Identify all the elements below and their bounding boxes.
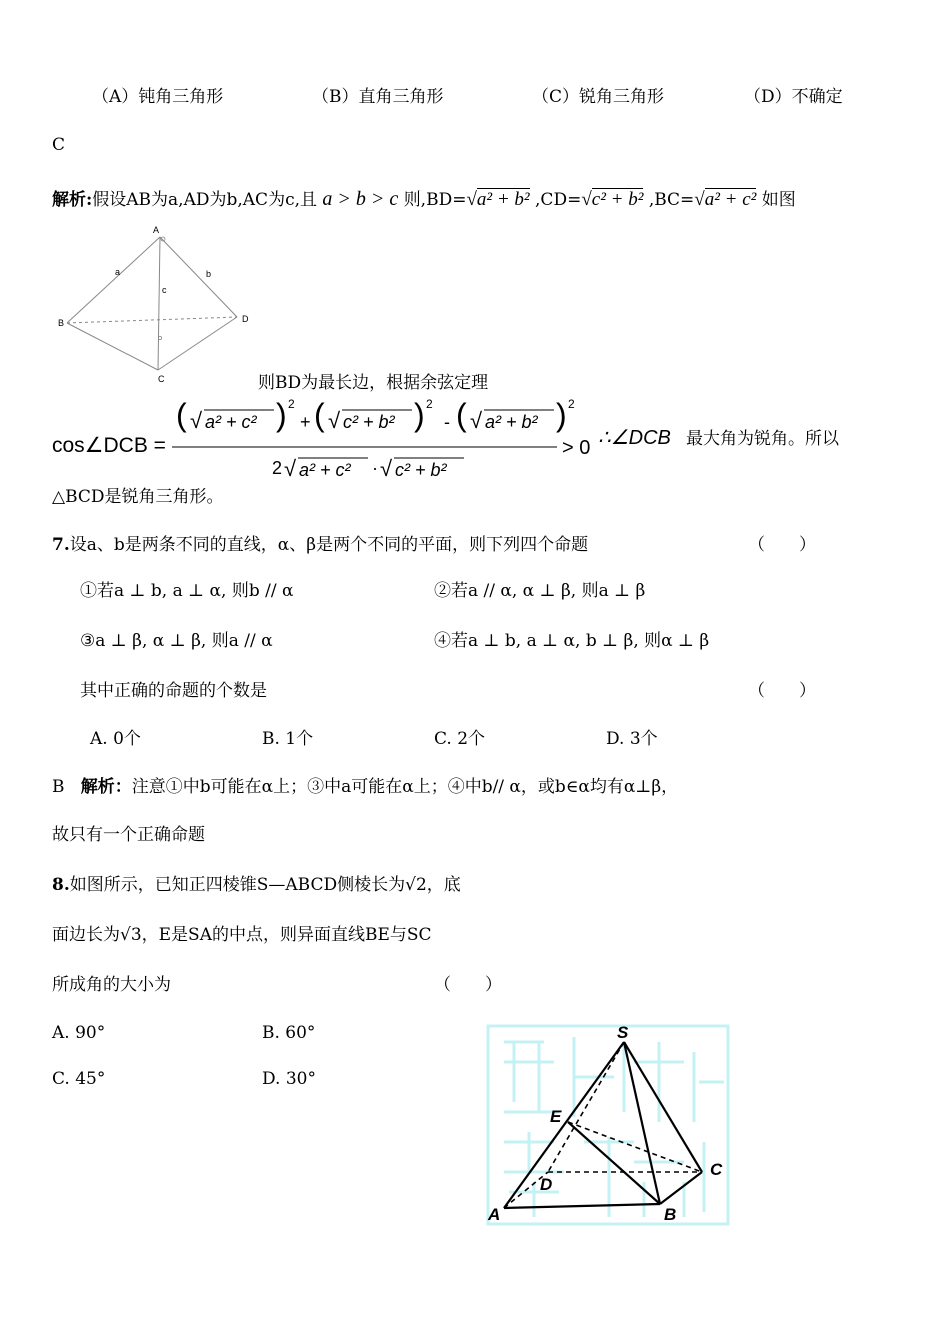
q7-paren: （ ） xyxy=(748,535,816,555)
q8-option-a: A. 90° xyxy=(52,1023,106,1043)
q6-option-c: （C）锐角三角形 xyxy=(532,87,665,107)
q7-option-a: A. 0个 xyxy=(90,729,141,749)
q7-analysis-label: 解析： xyxy=(80,777,132,797)
svg-text:√: √ xyxy=(470,408,483,433)
tetrahedron-figure xyxy=(55,225,265,385)
conclusion-1: 最大角为锐角。所以 xyxy=(686,429,839,448)
bc-expr: a² + c² xyxy=(704,189,757,210)
q7-paren-2: （ ） xyxy=(748,681,816,701)
q8-option-b: B. 60° xyxy=(262,1023,316,1043)
label-d-vertex: D xyxy=(242,314,249,324)
q8-stem-3: 所成角的大小为 xyxy=(52,975,171,995)
q7-prop-3: ③a ⊥ β, α ⊥ β, 则a // α xyxy=(80,631,273,651)
q7-stem-text: 设a、b是两条不同的直线，α、β是两个不同的平面，则下列四个命题 xyxy=(69,535,589,555)
bc-label: ,BC= xyxy=(648,190,695,210)
q7-prop-4: ④若a ⊥ b, a ⊥ α, b ⊥ β, 则α ⊥ β xyxy=(434,631,710,651)
svg-text:(: ( xyxy=(176,397,187,433)
svg-text:·: · xyxy=(372,458,378,478)
label-edge-b: b xyxy=(206,269,212,279)
q6-option-a: （A）钝角三角形 xyxy=(92,87,224,107)
svg-text:): ) xyxy=(556,397,567,433)
svg-text:2: 2 xyxy=(568,397,575,411)
q6-option-d: （D）不确定 xyxy=(744,87,843,107)
cd-expr: c² + b² xyxy=(591,189,644,210)
q8-number: 8. xyxy=(52,875,70,895)
q8-option-d: D. 30° xyxy=(262,1069,316,1089)
q8-paren: （ ） xyxy=(434,975,502,995)
label-a-vertex: A xyxy=(153,225,160,235)
bd-longest-text: 则BD为最长边，根据余弦定理 xyxy=(258,373,489,393)
condition: a > b > c xyxy=(322,188,399,210)
watermark-seal xyxy=(488,1026,728,1224)
q7-prop-1: ①若a ⊥ b, a ⊥ α, 则b // α xyxy=(80,581,294,601)
svg-text:-: - xyxy=(444,412,450,432)
label-s: S xyxy=(617,1023,629,1042)
label-d: D xyxy=(540,1175,553,1194)
q6-analysis-line: 解析:假设AB为a,AD为b,AC为c,且 a > b > c 则,BD=√a² + b² ,CD=√c² + b² ,BC=√a² + c² 如图 xyxy=(52,188,796,210)
label-c: C xyxy=(710,1160,723,1179)
gt-zero: > 0 xyxy=(562,437,591,459)
svg-text:): ) xyxy=(276,397,287,433)
svg-text:√: √ xyxy=(284,456,297,481)
q8-option-c: C. 45° xyxy=(52,1069,106,1089)
pyramid-figure xyxy=(484,1022,734,1228)
q7-option-b: B. 1个 xyxy=(262,729,314,749)
q8-stem-1-line xyxy=(52,874,461,896)
svg-text:√: √ xyxy=(190,408,203,433)
label-edge-c: c xyxy=(162,285,167,295)
cosine-formula xyxy=(52,392,872,492)
q6-option-b: （B）直角三角形 xyxy=(312,87,444,107)
q7-analysis-line xyxy=(52,776,678,798)
cd-label: ,CD= xyxy=(535,190,582,210)
label-a: A xyxy=(488,1205,501,1224)
label-b: B xyxy=(664,1205,677,1224)
q7-option-c: C. 2个 xyxy=(434,729,486,749)
q7-prop-2: ②若a // α, α ⊥ β, 则a ⊥ β xyxy=(434,581,646,601)
den-term-2: c² + b² xyxy=(395,460,447,480)
num-term-2: c² + b² xyxy=(343,412,395,432)
q6-answer: C xyxy=(52,135,66,155)
svg-text:2: 2 xyxy=(426,397,433,411)
cos-label: cos∠DCB = xyxy=(52,434,166,457)
svg-text:(: ( xyxy=(314,397,325,433)
den-coef: 2 xyxy=(272,458,283,478)
svg-text:+: + xyxy=(300,412,311,432)
q8-stem-1: 如图所示，已知正四棱锥S—ABCD侧棱长为√2，底 xyxy=(69,875,461,895)
bd-label: 则,BD= xyxy=(403,190,467,210)
num-term-1: a² + c² xyxy=(205,412,257,432)
bd-expr: a² + b² xyxy=(476,189,530,210)
label-b-vertex: B xyxy=(58,318,65,328)
q8-stem-2: 面边长为√3，E是SA的中点，则异面直线BE与SC xyxy=(52,925,432,945)
q7-option-d: D. 3个 xyxy=(606,729,658,749)
analysis-label: 解析: xyxy=(52,190,93,210)
label-edge-a: a xyxy=(115,267,121,277)
num-term-3: a² + b² xyxy=(485,412,538,432)
analysis-text: 假设AB为a,AD为b,AC为c,且 xyxy=(92,190,317,210)
svg-text:): ) xyxy=(414,397,425,433)
conclusion-2: △BCD是锐角三角形。 xyxy=(52,487,224,507)
q7-stem xyxy=(52,534,588,556)
label-e: E xyxy=(550,1107,562,1126)
svg-text:√: √ xyxy=(328,408,341,433)
label-c-vertex: C xyxy=(158,374,165,384)
den-term-1: a² + c² xyxy=(299,460,351,480)
svg-text:√: √ xyxy=(380,456,393,481)
q7-analysis-2: 故只有一个正确命题 xyxy=(52,825,205,845)
as-shown: 如图 xyxy=(761,190,796,210)
svg-text:2: 2 xyxy=(288,397,295,411)
q7-count-question: 其中正确的命题的个数是 xyxy=(80,681,267,701)
q7-analysis-1: 注意①中b可能在α上；③中a可能在α上；④中b// α，或b∈α均有α⊥β， xyxy=(131,777,679,797)
q7-number: 7. xyxy=(52,535,70,555)
therefore-angle: ∴∠DCB xyxy=(598,427,671,449)
svg-text:(: ( xyxy=(456,397,467,433)
q7-answer: B xyxy=(52,777,65,797)
